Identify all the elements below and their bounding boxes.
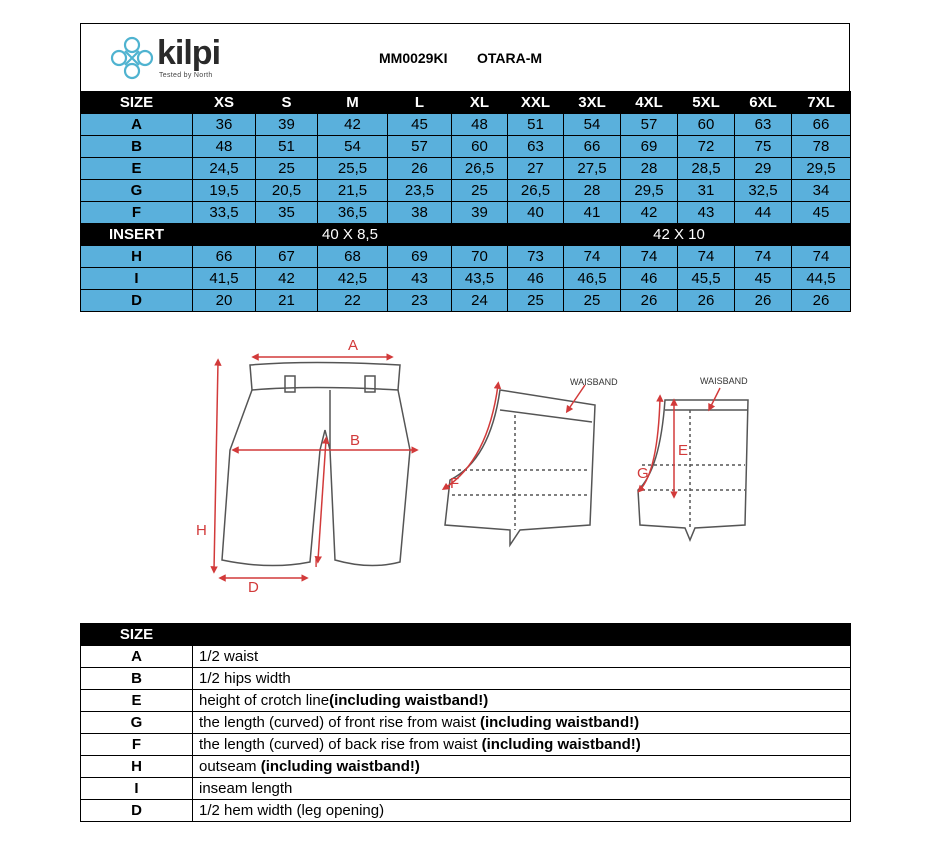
measurement-cell: 25 bbox=[564, 290, 621, 312]
measurement-row-f bbox=[81, 202, 851, 224]
measurement-cell: 25 bbox=[256, 158, 318, 180]
measurement-cell: 46,5 bbox=[564, 268, 621, 290]
measurement-cell: 23,5 bbox=[388, 180, 452, 202]
measurement-cell: 26 bbox=[621, 290, 678, 312]
measurement-cell: 51 bbox=[508, 114, 564, 136]
measurement-cell: 20 bbox=[193, 290, 256, 312]
legend-description: the length (curved) of front rise from waist (including waistband!) bbox=[193, 712, 851, 734]
measurement-cell: 43 bbox=[678, 202, 735, 224]
measurement-cell: 25 bbox=[452, 180, 508, 202]
measurement-cell: 43,5 bbox=[452, 268, 508, 290]
legend-key: B bbox=[81, 668, 193, 690]
legend-row-i bbox=[81, 778, 851, 800]
measurement-row-g bbox=[81, 180, 851, 202]
measurement-row-b bbox=[81, 136, 851, 158]
measurement-cell: 73 bbox=[508, 246, 564, 268]
measurement-cell: 26 bbox=[678, 290, 735, 312]
label-a: A bbox=[348, 337, 359, 354]
measurement-cell: 48 bbox=[452, 114, 508, 136]
measurement-cell: 75 bbox=[735, 136, 792, 158]
legend-row-d bbox=[81, 800, 851, 822]
measurement-cell: 74 bbox=[564, 246, 621, 268]
measurement-cell: 32,5 bbox=[735, 180, 792, 202]
label-d: D bbox=[248, 579, 259, 595]
measurement-cell: 27 bbox=[508, 158, 564, 180]
measurement-cell: 74 bbox=[678, 246, 735, 268]
measurement-cell: 66 bbox=[792, 114, 851, 136]
size-header-xxl: XXL bbox=[508, 92, 564, 114]
measurement-cell: 46 bbox=[621, 268, 678, 290]
measure-h bbox=[214, 362, 218, 570]
insert-small-value: 40 X 8,5 bbox=[193, 224, 508, 246]
measurement-cell: 67 bbox=[256, 246, 318, 268]
measurement-cell: 45 bbox=[388, 114, 452, 136]
measurement-row-d bbox=[81, 290, 851, 312]
measurement-cell: 69 bbox=[621, 136, 678, 158]
legend-row-a bbox=[81, 646, 851, 668]
measurement-cell: 36 bbox=[193, 114, 256, 136]
insert-row bbox=[81, 224, 851, 246]
front-rise-drawing bbox=[638, 400, 748, 540]
measurement-cell: 21,5 bbox=[318, 180, 388, 202]
insert-large-value: 42 X 10 bbox=[508, 224, 851, 246]
measurement-cell: 72 bbox=[678, 136, 735, 158]
size-header-xs: XS bbox=[193, 92, 256, 114]
legend-row-b bbox=[81, 668, 851, 690]
measurement-cell: 31 bbox=[678, 180, 735, 202]
legend-description: outseam (including waistband!) bbox=[193, 756, 851, 778]
label-g: G bbox=[637, 465, 649, 482]
legend-description: inseam length bbox=[193, 778, 851, 800]
measurement-cell: 74 bbox=[621, 246, 678, 268]
measurement-row-a bbox=[81, 114, 851, 136]
legend-description: 1/2 waist bbox=[193, 646, 851, 668]
measurement-cell: 26,5 bbox=[508, 180, 564, 202]
measurement-cell: 45 bbox=[792, 202, 851, 224]
legend-header-label: SIZE bbox=[81, 624, 193, 646]
measurement-cell: 57 bbox=[388, 136, 452, 158]
waisband-front-arrow bbox=[710, 388, 720, 408]
size-header-6xl: 6XL bbox=[735, 92, 792, 114]
row-label: G bbox=[81, 180, 193, 202]
legend-row-g bbox=[81, 712, 851, 734]
measurement-cell: 42 bbox=[256, 268, 318, 290]
measurement-cell: 36,5 bbox=[318, 202, 388, 224]
measurement-cell: 28 bbox=[621, 158, 678, 180]
measurement-cell: 45,5 bbox=[678, 268, 735, 290]
measurement-cell: 78 bbox=[792, 136, 851, 158]
size-header-7xl: 7XL bbox=[792, 92, 851, 114]
legend-row-f bbox=[81, 734, 851, 756]
legend-header-empty bbox=[193, 624, 851, 646]
waisband-back-label: WAISBAND bbox=[570, 377, 618, 387]
size-header-3xl: 3XL bbox=[564, 92, 621, 114]
measurement-cell: 74 bbox=[735, 246, 792, 268]
measurement-cell: 45 bbox=[735, 268, 792, 290]
measurement-cell: 44 bbox=[735, 202, 792, 224]
row-label: E bbox=[81, 158, 193, 180]
row-label: I bbox=[81, 268, 193, 290]
measurement-cell: 27,5 bbox=[564, 158, 621, 180]
measurement-cell: 28 bbox=[564, 180, 621, 202]
measurement-cell: 51 bbox=[256, 136, 318, 158]
measurement-cell: 42 bbox=[621, 202, 678, 224]
legend-key: I bbox=[81, 778, 193, 800]
product-code: MM0029KI bbox=[379, 50, 448, 66]
measurement-cell: 63 bbox=[735, 114, 792, 136]
measurement-cell: 20,5 bbox=[256, 180, 318, 202]
measurement-cell: 60 bbox=[452, 136, 508, 158]
measurement-cell: 29 bbox=[735, 158, 792, 180]
measurement-cell: 21 bbox=[256, 290, 318, 312]
brand-logo bbox=[107, 32, 237, 84]
measurement-cell: 26,5 bbox=[452, 158, 508, 180]
measurement-cell: 42 bbox=[318, 114, 388, 136]
row-label: D bbox=[81, 290, 193, 312]
measurement-cell: 26 bbox=[388, 158, 452, 180]
label-e: E bbox=[678, 442, 689, 459]
measurement-cell: 41,5 bbox=[193, 268, 256, 290]
measurement-cell: 46 bbox=[508, 268, 564, 290]
measurement-cell: 34 bbox=[792, 180, 851, 202]
row-label: A bbox=[81, 114, 193, 136]
measurement-cell: 60 bbox=[678, 114, 735, 136]
legend-table bbox=[80, 623, 851, 822]
label-h: H bbox=[196, 522, 207, 539]
size-header-label: SIZE bbox=[81, 92, 193, 114]
kilpi-knot-icon bbox=[107, 32, 157, 84]
measurement-cell: 26 bbox=[792, 290, 851, 312]
measurement-cell: 74 bbox=[792, 246, 851, 268]
measurement-cell: 54 bbox=[564, 114, 621, 136]
shorts-diagram bbox=[190, 330, 770, 595]
legend-key: A bbox=[81, 646, 193, 668]
product-name: OTARA-M bbox=[477, 50, 543, 66]
size-table bbox=[80, 91, 851, 312]
measurement-cell: 57 bbox=[621, 114, 678, 136]
legend-description: height of crotch line(including waistband!) bbox=[193, 690, 851, 712]
header-box bbox=[80, 23, 850, 92]
measurement-cell: 66 bbox=[564, 136, 621, 158]
measurement-row-i bbox=[81, 268, 851, 290]
measurement-cell: 24,5 bbox=[193, 158, 256, 180]
size-header-s: S bbox=[256, 92, 318, 114]
brand-tagline: Tested by North bbox=[159, 72, 213, 79]
size-header-l: L bbox=[388, 92, 452, 114]
size-header-5xl: 5XL bbox=[678, 92, 735, 114]
legend-key: G bbox=[81, 712, 193, 734]
measurement-cell: 43 bbox=[388, 268, 452, 290]
label-f: F bbox=[450, 475, 460, 492]
measurement-cell: 63 bbox=[508, 136, 564, 158]
legend-key: E bbox=[81, 690, 193, 712]
measurement-cell: 39 bbox=[452, 202, 508, 224]
legend-row-e bbox=[81, 690, 851, 712]
row-label: F bbox=[81, 202, 193, 224]
measurement-cell: 40 bbox=[508, 202, 564, 224]
row-label: B bbox=[81, 136, 193, 158]
measurement-row-h bbox=[81, 246, 851, 268]
measurement-cell: 28,5 bbox=[678, 158, 735, 180]
measurement-cell: 29,5 bbox=[621, 180, 678, 202]
measurement-cell: 41 bbox=[564, 202, 621, 224]
shorts-front-drawing bbox=[222, 363, 410, 566]
legend-description: 1/2 hem width (leg opening) bbox=[193, 800, 851, 822]
waisband-back-arrow bbox=[568, 385, 585, 410]
measurement-cell: 26 bbox=[735, 290, 792, 312]
measurement-cell: 33,5 bbox=[193, 202, 256, 224]
legend-row-h bbox=[81, 756, 851, 778]
measure-f bbox=[445, 385, 498, 488]
legend-key: H bbox=[81, 756, 193, 778]
legend-header-row bbox=[81, 624, 851, 646]
measurement-cell: 25,5 bbox=[318, 158, 388, 180]
waisband-front-label: WAISBAND bbox=[700, 376, 748, 386]
legend-key: F bbox=[81, 734, 193, 756]
measurement-cell: 68 bbox=[318, 246, 388, 268]
insert-label: INSERT bbox=[81, 224, 193, 246]
measurement-cell: 19,5 bbox=[193, 180, 256, 202]
measurement-cell: 39 bbox=[256, 114, 318, 136]
measurement-cell: 66 bbox=[193, 246, 256, 268]
size-header-row bbox=[81, 92, 851, 114]
size-header-4xl: 4XL bbox=[621, 92, 678, 114]
measurement-cell: 38 bbox=[388, 202, 452, 224]
measurement-cell: 24 bbox=[452, 290, 508, 312]
measurement-cell: 22 bbox=[318, 290, 388, 312]
measurement-cell: 54 bbox=[318, 136, 388, 158]
legend-description: the length (curved) of back rise from waist (including waistband!) bbox=[193, 734, 851, 756]
size-header-xl: XL bbox=[452, 92, 508, 114]
measurement-row-e bbox=[81, 158, 851, 180]
measurement-cell: 69 bbox=[388, 246, 452, 268]
measurement-cell: 70 bbox=[452, 246, 508, 268]
measurement-cell: 48 bbox=[193, 136, 256, 158]
measurement-cell: 35 bbox=[256, 202, 318, 224]
label-i: I bbox=[314, 554, 319, 571]
label-b: B bbox=[350, 432, 361, 449]
measurement-cell: 42,5 bbox=[318, 268, 388, 290]
legend-key: D bbox=[81, 800, 193, 822]
size-header-m: M bbox=[318, 92, 388, 114]
measurement-cell: 23 bbox=[388, 290, 452, 312]
legend-description: 1/2 hips width bbox=[193, 668, 851, 690]
measurement-cell: 29,5 bbox=[792, 158, 851, 180]
brand-name: kilpi bbox=[157, 34, 221, 72]
measurement-cell: 25 bbox=[508, 290, 564, 312]
row-label: H bbox=[81, 246, 193, 268]
measurement-cell: 44,5 bbox=[792, 268, 851, 290]
